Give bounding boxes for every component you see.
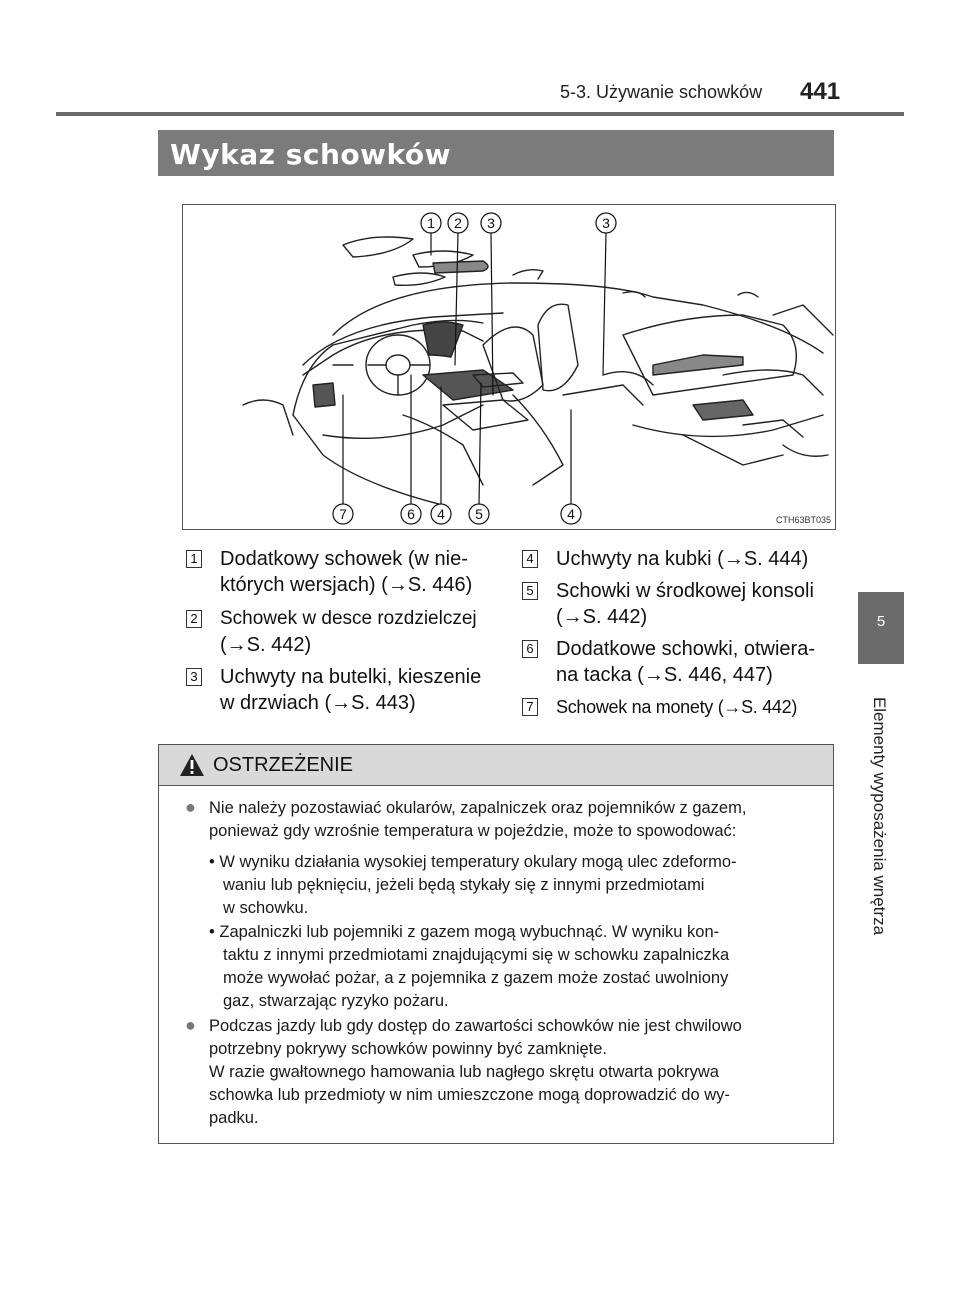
bullet-icon: ●	[185, 1015, 196, 1035]
legend-number: 3	[186, 668, 202, 686]
warning-line: schowka lub przedmioty w nim umieszczone mogą doprowadzić do wy-	[209, 1086, 730, 1104]
legend-line: Dodatkowy schowek (w nie-	[220, 548, 468, 570]
legend-item-7	[522, 694, 836, 722]
legend-number: 4	[522, 550, 538, 568]
car-interior-illustration	[182, 204, 836, 530]
warning-line: potrzebny pokrywy schowków powinny być zamknięte.	[209, 1040, 608, 1058]
callout-label: 3	[602, 215, 610, 231]
callout-label: 5	[475, 506, 483, 522]
page-number: 441	[800, 78, 841, 105]
legend-line: (→S. 442)	[220, 634, 312, 656]
callout-label: 4	[567, 506, 575, 522]
callout-label: 4	[437, 506, 445, 522]
warning-line: waniu lub pęknięciu, jeżeli będą stykały się z innymi przedmiotami	[223, 876, 705, 894]
warning-line: • Zapalniczki lub pojemniki z gazem mogą wybuchnąć. W wyniku kon-	[209, 923, 720, 941]
legend-number: 1	[186, 550, 202, 568]
legend-item-3	[186, 664, 498, 720]
chapter-title-text: Elementy wyposażenia wnętrza	[870, 696, 889, 936]
warning-line: Podczas jazdy lub gdy dostęp do zawartości schowków nie jest chwilowo	[209, 1017, 742, 1035]
warning-paragraph-2	[209, 1015, 821, 1130]
legend-line: (→S. 442)	[556, 606, 648, 628]
section-label: 5-3. Używanie schowków	[560, 82, 763, 102]
legend-number: 2	[186, 610, 202, 628]
callout-label: 6	[407, 506, 415, 522]
warning-line: gaz, stwarzając ryzyko pożaru.	[223, 992, 449, 1010]
car-body-drawing	[243, 237, 833, 505]
legend-line: Schowki w środkowej konsoli	[556, 580, 814, 602]
bullet-icon: ●	[185, 797, 196, 817]
chapter-title	[864, 676, 894, 956]
legend-number: 5	[522, 582, 538, 600]
warning-header	[159, 745, 833, 786]
legend-item-5	[522, 578, 836, 634]
warning-title: OSTRZEŻENIE	[213, 754, 354, 776]
legend-line: Dodatkowe schowki, otwiera-	[556, 638, 815, 660]
legend-line: Uchwyty na kubki (→S. 444)	[556, 548, 809, 570]
legend-item-4	[522, 546, 836, 574]
callout-label: 7	[339, 506, 347, 522]
header-rule	[56, 112, 904, 116]
legend-number: 6	[522, 640, 538, 658]
warning-line: W razie gwałtownego hamowania lub nagłego skrętu otwarta pokrywa	[209, 1063, 719, 1081]
legend-line: na tacka (→S. 446, 447)	[556, 664, 773, 686]
legend-line: których wersjach) (→S. 446)	[220, 574, 473, 596]
callout-label: 2	[454, 215, 462, 231]
callout-leaders	[343, 233, 606, 505]
legend-item-2	[186, 606, 498, 662]
illustration-code: CTH63BT035	[775, 515, 831, 525]
page-title: Wykaz schowków	[170, 138, 451, 171]
callout-label: 3	[487, 215, 495, 231]
title-banner	[158, 130, 834, 176]
legend-item-1	[186, 546, 498, 602]
warning-line: taktu z innymi przedmiotami znajdującymi się w schowku zapalniczka	[223, 946, 730, 964]
callout-label: 1	[427, 215, 435, 231]
legend-number: 7	[522, 698, 538, 716]
warning-line: Nie należy pozostawiać okularów, zapalniczek oraz pojemników z gazem,	[209, 799, 747, 817]
warning-line: może wywołać pożar, a z pojemnika z gazem może zostać uwolniony	[223, 969, 729, 987]
warning-subitem-2	[209, 921, 821, 1013]
top-callouts	[333, 213, 616, 524]
legend-line: Schowek w desce rozdzielczej	[220, 608, 477, 629]
warning-line: • W wyniku działania wysokiej temperatury okulary mogą ulec zdeformo-	[209, 853, 737, 871]
legend-line: Uchwyty na butelki, kieszenie	[220, 666, 482, 688]
chapter-tab: 5	[858, 592, 904, 664]
warning-box	[158, 744, 834, 1144]
legend-item-6	[522, 636, 836, 692]
legend-line: w drzwiach (→S. 443)	[220, 692, 416, 714]
warning-line: ponieważ gdy wzrośnie temperatura w pojeździe, może to spowodować:	[209, 822, 737, 840]
legend-line: Schowek na monety (→S. 442)	[556, 697, 798, 717]
warning-triangle-icon	[179, 753, 205, 777]
warning-paragraph-1	[209, 797, 821, 843]
warning-line: w schowku.	[223, 899, 309, 917]
warning-line: padku.	[209, 1109, 259, 1127]
warning-subitem-1	[209, 851, 821, 920]
